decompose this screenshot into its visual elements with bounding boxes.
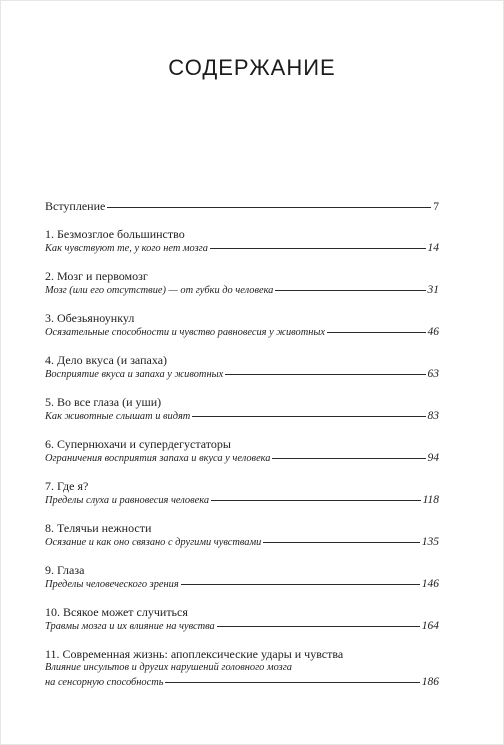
page-number: 83: [427, 410, 439, 422]
toc-subtitle: Осязательные способности и чувство равновесия у животных: [45, 327, 326, 338]
toc-subtitle: Восприятие вкуса и запаха у животных: [45, 369, 224, 380]
toc-line: [45, 199, 439, 214]
toc-entry-1: [45, 227, 439, 256]
toc-entry-10: [45, 605, 439, 634]
toc-entry-11: [45, 647, 439, 690]
toc-heading: 3. Обезьяноункул: [45, 311, 135, 325]
toc-subtitle: Ограничения восприятия запаха и вкуса у человека: [45, 453, 271, 464]
toc-subtitle-line1: Влияние инсультов и других нарушений головного мозга: [45, 662, 292, 673]
page-number: 14: [427, 242, 439, 254]
page-number: 186: [421, 676, 439, 688]
toc-heading: 11. Современная жизнь: апоплексические удары и чувства: [45, 647, 344, 661]
page-number: 135: [421, 536, 439, 548]
leader-line: [107, 207, 431, 208]
toc-heading: 2. Мозг и первомозг: [45, 269, 148, 283]
page-number: 46: [427, 326, 439, 338]
page-number: 63: [427, 368, 439, 380]
leader-line: [272, 458, 425, 459]
page-number: 146: [421, 578, 439, 590]
toc-heading: 9. Глаза: [45, 563, 85, 577]
toc-heading: Вступление: [45, 199, 106, 213]
toc-entry-intro: [45, 199, 439, 214]
toc-subtitle: на сенсорную способность: [45, 677, 164, 688]
leader-line: [181, 584, 420, 585]
page-title: СОДЕРЖАНИЕ: [168, 55, 336, 80]
toc-heading: 7. Где я?: [45, 479, 89, 493]
page-number: 164: [421, 620, 439, 632]
table-of-contents: [45, 199, 439, 703]
page-number: 31: [427, 284, 439, 296]
toc-entry-8: [45, 521, 439, 550]
toc-entry-6: [45, 437, 439, 466]
toc-entry-9: [45, 563, 439, 592]
leader-line: [275, 290, 425, 291]
toc-heading: 10. Всякое может случиться: [45, 605, 188, 619]
toc-subtitle: Пределы слуха и равновесия человека: [45, 495, 210, 506]
leader-line: [217, 626, 420, 627]
toc-heading: 8. Телячьи нежности: [45, 521, 152, 535]
toc-subtitle: Мозг (или его отсутствие) — от губки до человека: [45, 285, 274, 296]
page-number: 7: [433, 201, 439, 213]
leader-line: [211, 500, 421, 501]
toc-entry-7: [45, 479, 439, 508]
toc-entry-2: [45, 269, 439, 298]
toc-heading: 4. Дело вкуса (и запаха): [45, 353, 168, 367]
leader-line: [210, 248, 426, 249]
leader-line: [192, 416, 425, 417]
page-number: 118: [422, 494, 439, 506]
page-number: 94: [427, 452, 439, 464]
toc-subtitle: Как чувствуют те, у кого нет мозга: [45, 243, 208, 254]
toc-entry-5: [45, 395, 439, 424]
leader-line: [327, 332, 425, 333]
toc-heading: 1. Безмозглое большинство: [45, 227, 185, 241]
toc-subtitle: Осязание и как оно связано с другими чувствами: [45, 537, 262, 548]
toc-subtitle: Травмы мозга и их влияние на чувства: [45, 621, 215, 632]
leader-line: [263, 542, 419, 543]
toc-heading: 6. Супернюхачи и супердегустаторы: [45, 437, 231, 451]
leader-line: [165, 682, 419, 683]
toc-entry-3: [45, 311, 439, 340]
toc-heading: 5. Во все глаза (и уши): [45, 395, 162, 409]
toc-entry-4: [45, 353, 439, 382]
toc-subtitle: Пределы человеческого зрения: [45, 579, 179, 590]
toc-subtitle: Как животные слышат и видят: [45, 411, 191, 422]
leader-line: [225, 374, 425, 375]
